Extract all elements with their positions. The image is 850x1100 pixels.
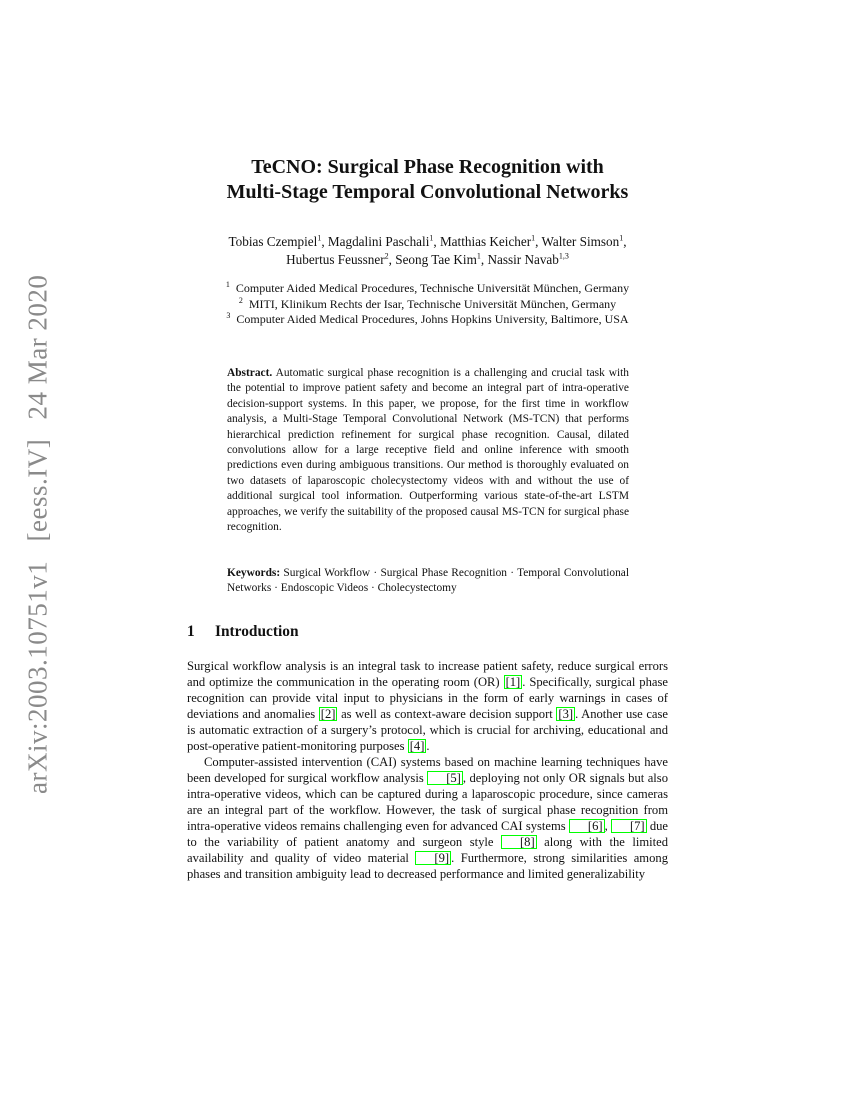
citation-link[interactable]: [9]	[415, 851, 451, 865]
author-name: Hubertus Feussner	[286, 252, 385, 267]
author-line-1	[180, 233, 675, 251]
keywords-label: Keywords:	[227, 567, 281, 579]
citation-link[interactable]: [8]	[501, 835, 537, 849]
author-affiliation-mark: 1	[531, 233, 536, 243]
affiliation-number: 3	[226, 311, 231, 320]
abstract-label: Abstract.	[227, 367, 273, 379]
section-title: Introduction	[215, 623, 299, 640]
affiliation-text: MITI, Klinikum Rechts der Isar, Technische Universität München, Germany	[248, 296, 617, 311]
paragraph	[187, 754, 668, 882]
affiliation-item	[180, 281, 675, 297]
author-name: Matthias Keicher	[439, 234, 532, 249]
text-run: .	[426, 739, 430, 753]
introduction-body	[187, 658, 668, 882]
citation-link[interactable]: [7]	[611, 819, 647, 833]
affiliation-text: Computer Aided Medical Procedures, Technische Universität München, Germany	[235, 281, 630, 295]
text-run: Computer-assisted intervention (CAI) systems based on machine learning techniques have been developed for surgical workflow analysis	[187, 755, 668, 785]
section-number: 1	[187, 623, 195, 640]
affiliation-item	[180, 312, 675, 328]
author-name: Seong Tae Kim	[395, 252, 477, 267]
citation-link[interactable]: [1]	[505, 675, 521, 689]
citation-link[interactable]: [2]	[320, 707, 336, 721]
affiliation-number: 2	[238, 295, 243, 305]
keywords-text: Surgical Workflow · Surgical Phase Recognition · Temporal Convolutional Networks · Endoscopic Videos · Cholecystectomy	[227, 567, 629, 595]
title-line-2: Multi-Stage Temporal Convolutional Networks	[226, 181, 629, 203]
citation-link[interactable]: [4]	[409, 739, 425, 753]
arxiv-date: 24 Mar 2020	[22, 274, 53, 420]
author-name: Walter Simson	[541, 234, 620, 249]
citation-link[interactable]: [3]	[558, 707, 574, 721]
arxiv-id: arXiv:2003.10751v1	[22, 560, 53, 794]
author-name: Nassir Navab	[487, 252, 559, 267]
text-run: . Specifically, surgical phase recognition can provide vital input to physicians in the form of early warnings in cases of deviations and anomalies	[187, 675, 668, 721]
text-run: as well as context-aware decision support	[337, 707, 557, 721]
author-affiliation-mark: 1	[476, 251, 481, 261]
section-heading	[187, 623, 299, 641]
text-run: . Furthermore, strong similarities among phases and transition ambiguity lead to decreased performance and limited generalizability	[187, 851, 668, 881]
paper-title	[160, 155, 695, 205]
author-separator: ,	[433, 234, 440, 249]
affiliation-number: 1	[225, 280, 230, 289]
affiliation-text: Computer Aided Medical Procedures, Johns Hopkins University, Baltimore, USA	[236, 312, 629, 326]
author-separator: ,	[480, 252, 488, 267]
keywords	[227, 566, 629, 597]
abstract-text: Automatic surgical phase recognition is a challenging and crucial task with the potential to improve patient safety and become an integral part of intra-operative decision-support systems. In this paper, we propose, for the first time in workflow analysis, a Multi-Stage Temporal Convolutional Network (MS-TCN) that performs hierarchical prediction refinement for surgical phase recognition. Causal, dilated convolutions allow for a large receptive field and online inference with smooth predictions even during ambiguous transitions. Our method is thoroughly evaluated on two datasets of laparoscopic cholecystectomy videos with and without the use of additional surgical tool information. Outperforming various state-of-the-art LSTM approaches, we verify the suitability of the proposed causal MS-TCN for surgical phase recognition.	[227, 367, 630, 534]
author-separator: ,	[388, 252, 396, 267]
abstract	[227, 366, 629, 535]
author-affiliation-mark: 1	[619, 233, 624, 243]
text-run: , deploying not only OR signals but also intra-operative videos, which can be captured during a laparoscopic procedure, since cameras are an integral part of the workflow. However, the task of surgical phase recognition from intra-operative videos remains challenging even for advanced CAI systems	[187, 771, 668, 833]
text-run: along with the limited availability and quality of video material	[187, 835, 668, 865]
author-affiliation-mark: 1,3	[558, 251, 569, 261]
arxiv-identifier	[22, 274, 54, 800]
arxiv-category: [eess.IV]	[22, 438, 53, 542]
author-separator: ,	[535, 234, 542, 249]
affiliation-list	[180, 281, 675, 328]
author-affiliation-mark: 1	[429, 233, 434, 243]
text-run: . Another use case is automatic extraction of a surgery’s protocol, which is crucial for archiving, educational and post-operative patient-monitoring purposes	[187, 707, 669, 753]
text-run: Surgical workflow analysis is an integral task to increase patient safety, reduce surgical errors and optimize the communication in the operating room (OR)	[187, 659, 668, 689]
author-separator: ,	[623, 234, 627, 249]
author-affiliation-mark: 2	[384, 251, 389, 261]
author-name: Tobias Czempiel	[228, 234, 318, 249]
title-line-1: TeCNO: Surgical Phase Recognition with	[251, 156, 604, 178]
text-run: ,	[604, 819, 611, 833]
text-run: due to the variability of patient anatomy and surgeon style	[187, 819, 668, 849]
author-separator: ,	[321, 234, 328, 249]
author-line-2	[180, 251, 675, 269]
affiliation-item	[180, 297, 675, 313]
paragraph	[187, 658, 668, 754]
author-affiliation-mark: 1	[317, 233, 322, 243]
author-name: Magdalini Paschali	[327, 234, 430, 249]
citation-link[interactable]: [5]	[427, 771, 463, 785]
author-list	[180, 233, 675, 269]
citation-link[interactable]: [6]	[569, 819, 605, 833]
